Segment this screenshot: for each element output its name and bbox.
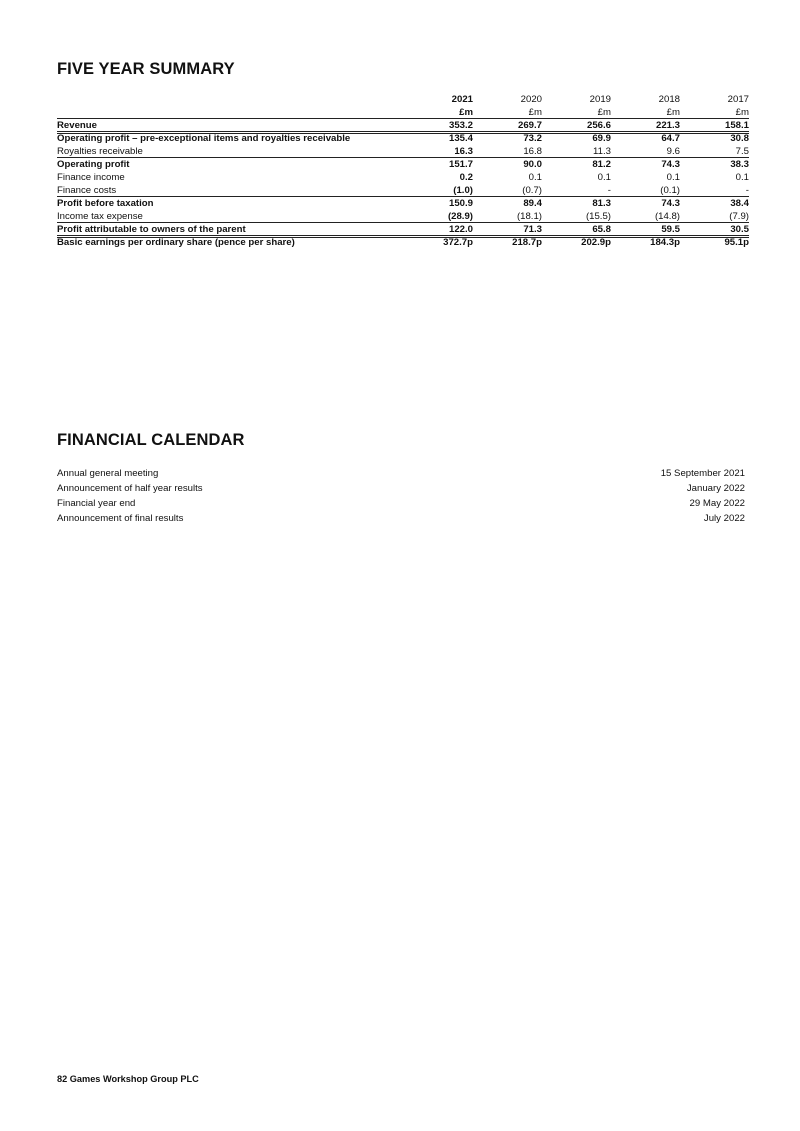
calendar-date: 15 September 2021 [660, 468, 745, 479]
row-value: 16.3 [454, 146, 473, 157]
row-value: 71.3 [523, 224, 542, 235]
page-footer: 82 Games Workshop Group PLC [57, 1074, 199, 1084]
row-value: (0.1) [660, 185, 680, 196]
table-rule [57, 131, 749, 132]
year-header: 2020 [520, 94, 542, 105]
row-value: 0.1 [735, 172, 749, 183]
row-value: 9.6 [666, 146, 680, 157]
calendar-event: Announcement of half year results [57, 483, 203, 494]
table-rule [57, 157, 749, 158]
row-value: 11.3 [593, 146, 611, 157]
row-value: (28.9) [447, 211, 473, 222]
row-value: (1.0) [453, 185, 473, 196]
row-value: 269.7 [517, 120, 542, 131]
year-header: 2021 [451, 94, 473, 105]
row-label: Profit attributable to owners of the parent [57, 224, 246, 235]
row-label: Operating profit – pre-exceptional items and royalties receivable [57, 133, 351, 144]
table-row [57, 171, 749, 184]
unit-header: £m [597, 107, 611, 118]
year-header: 2019 [589, 94, 611, 105]
row-value: 38.3 [730, 159, 749, 170]
row-value: - [745, 185, 749, 196]
financial-calendar-list [57, 466, 745, 526]
row-label: Profit before taxation [57, 198, 154, 209]
table-rule [57, 196, 749, 197]
row-value: 353.2 [448, 120, 473, 131]
row-value: 0.2 [459, 172, 473, 183]
calendar-event: Announcement of final results [57, 513, 184, 524]
row-value: 16.8 [523, 146, 542, 157]
table-row [57, 158, 749, 171]
row-value: 256.6 [586, 120, 611, 131]
row-value: (14.8) [654, 211, 680, 222]
row-value: 122.0 [448, 224, 473, 235]
year-header: 2017 [727, 94, 749, 105]
row-value: 158.1 [724, 120, 749, 131]
calendar-date: 29 May 2022 [689, 498, 745, 509]
row-value: (7.9) [729, 211, 749, 222]
calendar-item [57, 481, 745, 496]
row-value: 69.9 [592, 133, 611, 144]
row-label: Basic earnings per ordinary share (pence per share) [57, 237, 295, 248]
unit-header: £m [666, 107, 680, 118]
calendar-item [57, 466, 745, 481]
unit-header: £m [459, 107, 473, 118]
row-value: 89.4 [523, 198, 542, 209]
table-row [57, 197, 749, 210]
row-label: Operating profit [57, 159, 130, 170]
row-value: 30.5 [730, 224, 749, 235]
row-label: Income tax expense [57, 211, 143, 222]
row-value: (18.1) [516, 211, 542, 222]
row-value: 81.3 [592, 198, 611, 209]
row-value: 0.1 [597, 172, 611, 183]
row-value: 59.5 [661, 224, 680, 235]
calendar-date: January 2022 [686, 483, 745, 494]
row-value: 150.9 [448, 198, 473, 209]
row-value: 95.1p [724, 237, 749, 248]
row-value: 38.4 [730, 198, 749, 209]
row-value: 184.3p [650, 237, 680, 248]
row-label: Finance costs [57, 185, 117, 196]
row-value: 202.9p [581, 237, 611, 248]
row-value: 151.7 [448, 159, 473, 170]
table-rule [57, 235, 749, 236]
row-value: 65.8 [592, 224, 611, 235]
five-year-summary-table [57, 93, 749, 249]
row-value: 74.3 [661, 198, 680, 209]
row-label: Finance income [57, 172, 125, 183]
row-value: 30.8 [730, 133, 749, 144]
row-value: 90.0 [523, 159, 542, 170]
unit-header: £m [735, 107, 749, 118]
row-value: 7.5 [735, 146, 749, 157]
row-value: (15.5) [585, 211, 611, 222]
row-value: 372.7p [443, 237, 473, 248]
financial-calendar-title: FINANCIAL CALENDAR [57, 431, 245, 449]
year-header-row [57, 93, 749, 106]
row-label: Royalties receivable [57, 146, 143, 157]
table-rule [57, 222, 749, 223]
row-value: 135.4 [448, 133, 473, 144]
calendar-item [57, 496, 745, 511]
row-value: 64.7 [661, 133, 680, 144]
row-value: 0.1 [528, 172, 542, 183]
row-value: (0.7) [522, 185, 542, 196]
calendar-date: July 2022 [703, 513, 745, 524]
table-row [57, 236, 749, 249]
row-value: 73.2 [523, 133, 542, 144]
table-row [57, 132, 749, 145]
row-label: Revenue [57, 120, 97, 131]
row-value: 81.2 [592, 159, 611, 170]
row-value: 218.7p [512, 237, 542, 248]
calendar-event: Financial year end [57, 498, 136, 509]
summary-body [57, 119, 749, 249]
row-value: 74.3 [661, 159, 680, 170]
row-value: 221.3 [655, 120, 680, 131]
row-value: 0.1 [666, 172, 680, 183]
five-year-summary-title: FIVE YEAR SUMMARY [57, 60, 235, 78]
unit-header: £m [528, 107, 542, 118]
table-rule [57, 118, 749, 119]
calendar-item [57, 511, 745, 526]
year-header: 2018 [658, 94, 680, 105]
calendar-event: Annual general meeting [57, 468, 159, 479]
row-value: - [607, 185, 611, 196]
